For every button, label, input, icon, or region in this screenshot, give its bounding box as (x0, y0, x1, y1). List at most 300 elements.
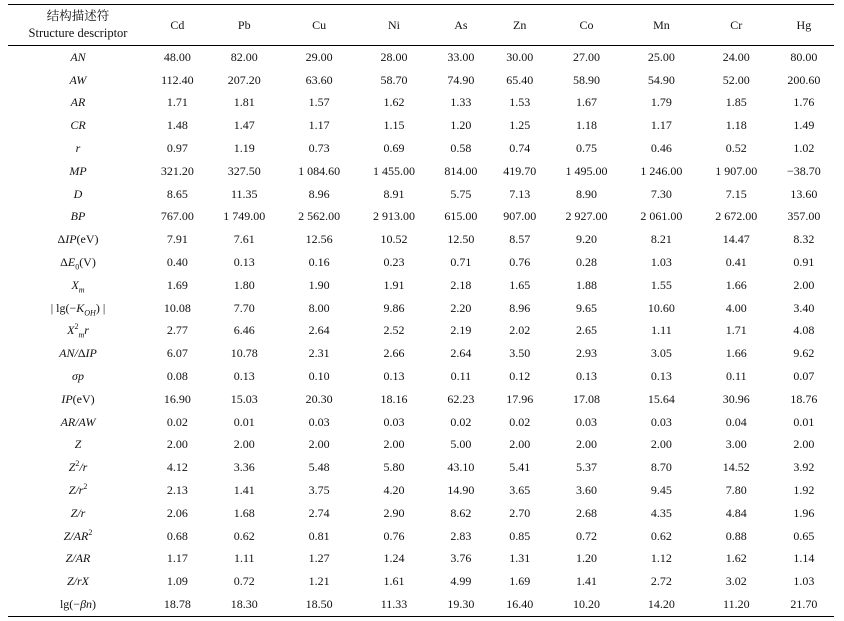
table-cell: 1.11 (651, 323, 672, 338)
table-cell: 1.79 (650, 95, 672, 110)
table-cell: 48.00 (163, 49, 191, 64)
table-cell: 767.00 (160, 209, 194, 224)
table-cell: 1.96 (793, 505, 815, 520)
table-cell: 2.64 (308, 323, 330, 338)
table-cell: 1 246.00 (640, 163, 683, 178)
table-cell: 0.81 (308, 528, 330, 543)
table-cell: 1.19 (233, 141, 255, 156)
table-row (8, 69, 834, 92)
table-row (8, 456, 834, 479)
table-cell: 7.13 (509, 186, 531, 201)
table-cell: 0.10 (308, 369, 330, 384)
table-cell: 0.13 (233, 255, 255, 270)
table-cell: 1.24 (383, 551, 405, 566)
table-cell: 7.91 (166, 232, 188, 247)
table-cell: 8.21 (650, 232, 672, 247)
table-cell: 3.40 (793, 300, 815, 315)
table-cell: 1.62 (383, 95, 405, 110)
table-cell: 2.66 (383, 346, 405, 361)
table-row (8, 502, 834, 525)
table-cell: 15.64 (647, 391, 675, 406)
table-cell: 1.66 (725, 346, 747, 361)
table-cell: 1.20 (576, 551, 598, 566)
table-cell: 14.20 (624, 593, 699, 616)
table-cell: 1.90 (308, 277, 330, 292)
descriptor-table (8, 4, 834, 617)
table-cell: 1.71 (166, 95, 188, 110)
table-cell: 2.13 (166, 483, 188, 498)
table-cell: 0.91 (793, 255, 815, 270)
table-cell: 2.93 (576, 346, 598, 361)
table-cell: 43.10 (447, 460, 475, 475)
column-header-as: As (431, 5, 490, 46)
table-row (8, 479, 834, 502)
table-cell: 0.16 (308, 255, 330, 270)
table-cell: 7.80 (725, 483, 747, 498)
table-row (8, 593, 834, 616)
table-cell: 28.00 (380, 49, 408, 64)
table-cell: 112.40 (161, 72, 194, 87)
table-row (8, 320, 834, 343)
table-cell: 80.00 (790, 49, 818, 64)
table-cell: 1.11 (233, 551, 255, 566)
table-cell: 4.00 (725, 300, 747, 315)
row-label: MP (69, 163, 87, 178)
table-cell: 10.78 (230, 346, 258, 361)
table-cell: 1.53 (509, 95, 531, 110)
table-cell: 54.90 (647, 72, 675, 87)
table-cell: 0.65 (793, 528, 815, 543)
table-cell: 1.57 (308, 95, 330, 110)
table-cell: 2.00 (793, 277, 815, 292)
table-cell: 1.61 (383, 574, 405, 589)
table-row (8, 274, 834, 297)
table-cell: 18.16 (380, 391, 408, 406)
table-cell: 1.66 (725, 277, 747, 292)
row-label: $Z/r^2$ (68, 482, 88, 498)
table-cell: 0.28 (576, 255, 598, 270)
table-cell: 1.02 (793, 141, 815, 156)
table-cell: 2 562.00 (298, 209, 341, 224)
column-header-zn: Zn (490, 5, 549, 46)
table-cell: 8.96 (509, 300, 531, 315)
table-row (8, 251, 834, 274)
table-cell: 7.61 (233, 232, 255, 247)
table-cell: 0.03 (308, 414, 330, 429)
table-cell: 1 907.00 (715, 163, 758, 178)
column-header-mn: Mn (624, 5, 699, 46)
row-label: BP (70, 209, 86, 224)
table-cell: 321.20 (160, 163, 194, 178)
table-cell: 0.68 (166, 528, 188, 543)
table-cell: 3.50 (509, 346, 531, 361)
table-cell: 1.92 (793, 483, 815, 498)
table-cell: 0.88 (725, 528, 747, 543)
row-label: AN/ΔIP (59, 346, 97, 361)
table-cell: 7.70 (233, 300, 255, 315)
table-cell: 0.62 (650, 528, 672, 543)
table-cell: 2.90 (383, 505, 405, 520)
row-label: Z (74, 437, 82, 452)
table-cell: 1.41 (576, 574, 598, 589)
column-header-cr: Cr (699, 5, 774, 46)
table-cell: 1.25 (509, 118, 531, 133)
table-cell: 1.55 (650, 277, 672, 292)
table-cell: 18.76 (790, 391, 818, 406)
table-cell: 2 061.00 (640, 209, 683, 224)
table-cell: 27.00 (573, 49, 601, 64)
row-label: $Z/AR^2$ (63, 527, 93, 543)
column-header-co: Co (549, 5, 624, 46)
table-cell: 6.07 (166, 346, 188, 361)
table-cell: 0.69 (383, 141, 405, 156)
table-cell: 4.08 (793, 323, 815, 338)
table-cell: 0.76 (509, 255, 531, 270)
table-cell: 10.08 (163, 300, 191, 315)
table-cell: 0.03 (650, 414, 672, 429)
table-cell: 0.40 (166, 255, 188, 270)
table-cell: 207.20 (227, 72, 261, 87)
table-cell: 1.41 (233, 483, 255, 498)
table-row (8, 434, 834, 457)
table-cell: 1.80 (233, 277, 255, 292)
table-cell: 4.99 (450, 574, 472, 589)
table-cell: 1.48 (166, 118, 188, 133)
table-cell: 0.07 (793, 369, 815, 384)
row-label: Z/r (70, 505, 86, 520)
table-cell: 1.31 (509, 551, 531, 566)
table-cell: 1.69 (509, 574, 531, 589)
table-cell: 1 495.00 (565, 163, 608, 178)
table-cell: 2.02 (509, 323, 531, 338)
table-cell: 3.75 (308, 483, 330, 498)
table-cell: 0.71 (450, 255, 472, 270)
table-cell: 5.37 (576, 460, 598, 475)
table-cell: 1.03 (793, 574, 815, 589)
table-cell: 14.47 (722, 232, 750, 247)
table-cell: 0.13 (233, 369, 255, 384)
table-cell: 0.74 (509, 141, 531, 156)
descriptor-column-header (8, 5, 148, 46)
table-cell: 3.36 (233, 460, 255, 475)
table-row (8, 183, 834, 206)
table-cell: 2.00 (166, 437, 188, 452)
table-cell: 0.62 (233, 528, 255, 543)
table-cell: 3.00 (725, 437, 747, 452)
row-label: AN (70, 49, 86, 64)
table-cell: 63.60 (305, 72, 333, 87)
table-cell: 2.00 (576, 437, 598, 452)
table-cell: 8.32 (793, 232, 815, 247)
table-cell: 13.60 (790, 186, 818, 201)
column-header-cu: Cu (282, 5, 357, 46)
table-row (8, 297, 834, 320)
table-cell: 19.30 (431, 593, 490, 616)
table-row (8, 411, 834, 434)
table-cell: 17.96 (506, 391, 534, 406)
row-label: AW (69, 72, 87, 87)
table-cell: 1.18 (725, 118, 747, 133)
table-cell: 18.30 (207, 593, 282, 616)
table-cell: 30.96 (722, 391, 750, 406)
table-cell: 8.91 (383, 186, 405, 201)
table-cell: 0.11 (450, 369, 472, 384)
table-cell: 1.69 (166, 277, 188, 292)
column-header-hg: Hg (774, 5, 834, 46)
table-cell: 1.76 (793, 95, 815, 110)
table-cell: 2.06 (166, 505, 188, 520)
table-cell: 25.00 (647, 49, 675, 64)
table-cell: 8.00 (308, 300, 330, 315)
table-cell: 357.00 (787, 209, 821, 224)
table-body (8, 46, 834, 617)
table-cell: 2 672.00 (715, 209, 758, 224)
table-cell: 0.97 (166, 141, 188, 156)
column-header-cd: Cd (148, 5, 207, 46)
table-cell: 0.73 (308, 141, 330, 156)
table-cell: 9.86 (383, 300, 405, 315)
table-cell: 1.88 (576, 277, 598, 292)
table-row (8, 570, 834, 593)
table-cell: 814.00 (444, 163, 478, 178)
table-cell: 12.50 (447, 232, 475, 247)
table-cell: 5.75 (450, 186, 472, 201)
table-cell: 1.17 (308, 118, 330, 133)
table-cell: 615.00 (444, 209, 478, 224)
row-label: Z/AR (65, 551, 91, 566)
table-cell: 3.76 (450, 551, 472, 566)
table-cell: 2.77 (166, 323, 188, 338)
table-cell: 6.46 (233, 323, 255, 338)
table-cell: 200.60 (787, 72, 821, 87)
table-cell: 2.52 (383, 323, 405, 338)
table-cell: −38.70 (786, 163, 821, 178)
table-row (8, 46, 834, 69)
table-cell: 0.02 (509, 414, 531, 429)
table-cell: 2 927.00 (565, 209, 608, 224)
table-cell: 20.30 (305, 391, 333, 406)
table-row (8, 137, 834, 160)
header-row (8, 5, 834, 46)
table-cell: 2.64 (450, 346, 472, 361)
table-cell: 10.20 (549, 593, 624, 616)
table-cell: 0.01 (793, 414, 815, 429)
row-label: lg(−βn) (8, 593, 148, 616)
column-header-ni: Ni (357, 5, 432, 46)
column-header-pb: Pb (207, 5, 282, 46)
table-cell: 327.50 (227, 163, 261, 178)
table-cell: 0.13 (383, 369, 405, 384)
table-cell: 0.76 (383, 528, 405, 543)
table-cell: 0.01 (233, 414, 255, 429)
table-cell: 1.49 (793, 118, 815, 133)
table-cell: 1.68 (233, 505, 255, 520)
table-cell: 4.35 (650, 505, 672, 520)
table-cell: 2.65 (576, 323, 598, 338)
table-cell: 1.15 (383, 118, 405, 133)
descriptor-header-en: Structure descriptor (28, 26, 128, 40)
table-cell: 14.90 (447, 483, 475, 498)
table-cell: 4.12 (166, 460, 188, 475)
table-row (8, 388, 834, 411)
table-cell: 1.67 (576, 95, 598, 110)
table-cell: 15.03 (230, 391, 258, 406)
table-cell: 2.20 (450, 300, 472, 315)
row-label: $X^2_mr$ (67, 322, 89, 340)
table-cell: 9.20 (576, 232, 598, 247)
table-cell: 1.14 (793, 551, 815, 566)
table-cell: 5.48 (308, 460, 330, 475)
table-cell: 30.00 (506, 49, 534, 64)
table-cell: 1.47 (233, 118, 255, 133)
table-cell: 11.35 (230, 186, 258, 201)
row-label: $Z^2/r$ (68, 459, 88, 475)
table-cell: 8.90 (576, 186, 598, 201)
table-cell: 1.12 (650, 551, 672, 566)
table-cell: 12.56 (305, 232, 333, 247)
table-row (8, 92, 834, 115)
table-cell: 1.62 (725, 551, 747, 566)
table-cell: 58.70 (380, 72, 408, 87)
table-cell: 0.11 (726, 369, 747, 384)
table-cell: 2.83 (450, 528, 472, 543)
table-cell: 2.70 (509, 505, 531, 520)
table-cell: 33.00 (447, 49, 475, 64)
row-label: AR/AW (60, 414, 96, 429)
table-cell: 0.72 (233, 574, 255, 589)
table-cell: 0.08 (166, 369, 188, 384)
table-cell: 16.40 (490, 593, 549, 616)
table-cell: 10.52 (380, 232, 408, 247)
table-cell: 419.70 (503, 163, 537, 178)
row-label: AR (70, 95, 86, 110)
table-cell: 24.00 (722, 49, 750, 64)
table-cell: 0.03 (576, 414, 598, 429)
table-cell: 8.65 (166, 186, 188, 201)
table-cell: 8.96 (308, 186, 330, 201)
table-cell: 2.00 (793, 437, 815, 452)
table-row (8, 342, 834, 365)
table-cell: 1.85 (725, 95, 747, 110)
row-label: CR (70, 118, 86, 133)
table-cell: 1.09 (166, 574, 188, 589)
table-cell: 1 455.00 (373, 163, 416, 178)
table-cell: 1.17 (166, 551, 188, 566)
table-cell: 17.08 (573, 391, 601, 406)
table-cell: 1.71 (725, 323, 747, 338)
table-cell: 907.00 (503, 209, 537, 224)
table-cell: 0.72 (576, 528, 598, 543)
table-cell: 8.70 (650, 460, 672, 475)
table-cell: 1.18 (576, 118, 598, 133)
table-cell: 74.90 (447, 72, 475, 87)
table-cell: 14.52 (722, 460, 750, 475)
table-cell: 0.85 (509, 528, 531, 543)
row-label: $X_m$ (71, 277, 85, 295)
table-cell: 2.00 (383, 437, 405, 452)
row-label: ΔIP(eV) (57, 232, 99, 247)
table-cell: 8.57 (509, 232, 531, 247)
table-cell: 1.65 (509, 277, 531, 292)
row-label: D (73, 186, 83, 201)
table-cell: 2.00 (308, 437, 330, 452)
table-cell: 0.46 (650, 141, 672, 156)
table-cell: 82.00 (230, 49, 258, 64)
table-cell: 65.40 (506, 72, 534, 87)
table-cell: 0.13 (576, 369, 598, 384)
table-cell: 11.20 (699, 593, 774, 616)
table-cell: 9.65 (576, 300, 598, 315)
table-cell: 2 913.00 (373, 209, 416, 224)
table-row (8, 114, 834, 137)
table-cell: 8.62 (450, 505, 472, 520)
row-label: r (75, 141, 81, 156)
table-cell: 1.91 (383, 277, 405, 292)
table-cell: 9.62 (793, 346, 815, 361)
table-cell: 3.02 (725, 574, 747, 589)
row-label: σp (72, 369, 84, 384)
table-cell: 2.72 (650, 574, 672, 589)
table-cell: 2.19 (450, 323, 472, 338)
table-cell: 1 749.00 (223, 209, 266, 224)
table-cell: 3.65 (509, 483, 531, 498)
table-cell: 0.52 (725, 141, 747, 156)
table-cell: 1.20 (450, 118, 472, 133)
table-cell: 2.68 (576, 505, 598, 520)
table-cell: 0.23 (383, 255, 405, 270)
table-row (8, 548, 834, 571)
table-cell: 29.00 (305, 49, 333, 64)
table-cell: 0.12 (509, 369, 531, 384)
table-cell: 7.15 (725, 186, 747, 201)
table-row (8, 365, 834, 388)
table-cell: 18.50 (282, 593, 357, 616)
table-cell: 3.05 (650, 346, 672, 361)
table-cell: 3.60 (576, 483, 598, 498)
table-cell: 1.81 (233, 95, 255, 110)
table-cell: 1.33 (450, 95, 472, 110)
table-cell: 0.02 (450, 414, 472, 429)
descriptor-header-cn: 结构描述符 (46, 9, 110, 23)
row-label: $\Delta E_0(V)$ (60, 255, 96, 272)
table-cell: 0.13 (650, 369, 672, 384)
table-cell: 21.70 (774, 593, 834, 616)
table-row (8, 160, 834, 183)
row-label: Z/rX (66, 574, 89, 589)
table-cell: 0.58 (450, 141, 472, 156)
table-cell: 7.30 (650, 186, 672, 201)
table-cell: 2.31 (308, 346, 330, 361)
table-cell: 10.60 (647, 300, 675, 315)
table-cell: 16.90 (163, 391, 191, 406)
table-cell: 0.02 (166, 414, 188, 429)
table-cell: 18.78 (148, 593, 207, 616)
table-cell: 1.21 (308, 574, 330, 589)
table-cell: 2.18 (450, 277, 472, 292)
table-cell: 9.45 (650, 483, 672, 498)
table-row (8, 228, 834, 251)
table-cell: 1 084.60 (298, 163, 341, 178)
table-cell: 58.90 (573, 72, 601, 87)
table-cell: 52.00 (722, 72, 750, 87)
table-cell: 4.20 (383, 483, 405, 498)
table-cell: 0.03 (383, 414, 405, 429)
table-cell: 4.84 (725, 505, 747, 520)
table-cell: 62.23 (447, 391, 475, 406)
table-cell: 3.92 (793, 460, 815, 475)
table-cell: 11.33 (357, 593, 432, 616)
row-label: IP(eV) (61, 391, 95, 406)
